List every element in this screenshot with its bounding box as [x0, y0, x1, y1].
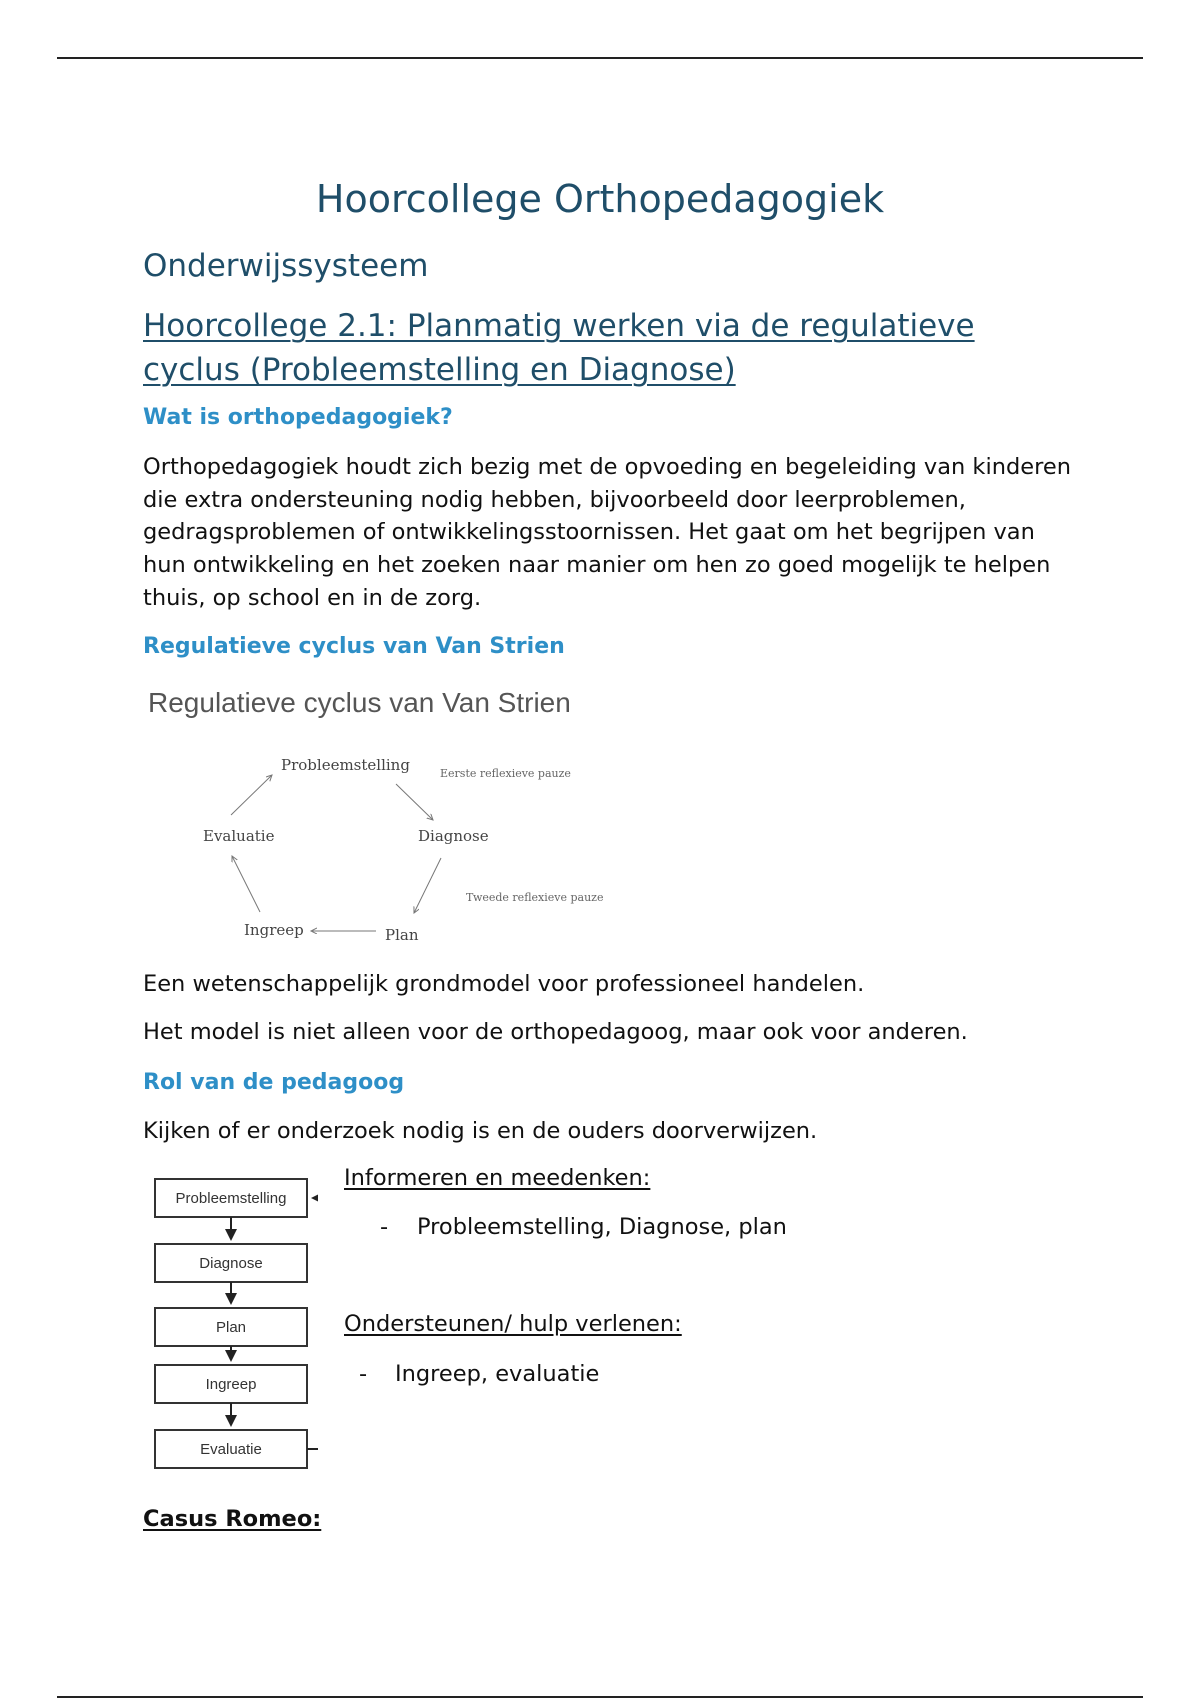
flow-step-label: Diagnose	[199, 1255, 263, 1272]
flow-step-label: Probleemstelling	[175, 1190, 287, 1207]
intro-paragraph: Orthopedagogiek houdt zich bezig met de opvoeding en begeleiding van kinderen die extra ondersteuning nodig hebben, bijvoorbeeld door leerproblemen, gedragsproblemen of ontwikkelingsstoornissen. Het gaat om het begrijpen van hun ontwikkeling en het zoeken naar manier om hen zo goed mogelijk te helpen thuis, op school en in de zorg.	[143, 454, 1071, 611]
inform-label: Informeren en meedenken:	[344, 1165, 651, 1191]
cycle-text-1: Een wetenschappelijk grondmodel voor professioneel handelen.	[143, 971, 865, 997]
node-diagnose: Diagnose	[418, 827, 489, 845]
inform-item: Probleemstelling, Diagnose, plan	[417, 1214, 787, 1240]
arrow-diagnose-plan	[414, 858, 441, 913]
cycle-text-2: Het model is niet alleen voor de orthopedagoog, maar ook voor anderen.	[143, 1019, 968, 1045]
node-plan: Plan	[385, 926, 419, 944]
section-heading: Onderwijssysteem	[143, 248, 429, 284]
node-probleemstelling: Probleemstelling	[281, 756, 410, 774]
cycle-heading: Regulatieve cyclus van Van Strien	[143, 634, 565, 659]
support-item: Ingreep, evaluatie	[395, 1361, 600, 1387]
flow-step-label: Evaluatie	[200, 1441, 262, 1458]
node-evaluatie: Evaluatie	[203, 827, 275, 845]
node-ingreep: Ingreep	[244, 921, 304, 939]
inform-dash: -	[380, 1214, 389, 1240]
note-second-pause: Tweede reflexieve pauze	[466, 891, 604, 904]
flow-step-label: Ingreep	[205, 1376, 257, 1393]
arrow-probleem-diagnose	[396, 784, 433, 820]
support-dash: -	[359, 1361, 368, 1387]
document-title: Hoorcollege Orthopedagogiek	[315, 177, 885, 221]
casus-heading: Casus Romeo:	[143, 1506, 322, 1532]
support-label: Ondersteunen/ hulp verlenen:	[344, 1311, 682, 1337]
role-text: Kijken of er onderzoek nodig is en de ouders doorverwijzen.	[143, 1118, 818, 1144]
footer-rule	[57, 1696, 1143, 1698]
flow-feedback-arrow	[307, 1198, 318, 1449]
role-heading: Rol van de pedagoog	[143, 1070, 405, 1095]
note-first-pause: Eerste reflexieve pauze	[440, 767, 571, 780]
figure-title: Regulatieve cyclus van Van Strien	[148, 687, 571, 718]
lecture-heading: Hoorcollege 2.1: Planmatig werken via de regulatieve cyclus (Probleemstelling en Diagnose)	[143, 308, 975, 388]
question-heading: Wat is orthopedagogiek?	[143, 405, 453, 430]
header-rule	[57, 57, 1143, 59]
flow-step-label: Plan	[215, 1319, 247, 1336]
regulative-cycle-figure	[143, 675, 623, 950]
arrow-ingreep-evaluatie	[232, 856, 260, 912]
arrow-evaluatie-probleem	[231, 775, 272, 815]
flow-chart-figure	[148, 1172, 318, 1472]
